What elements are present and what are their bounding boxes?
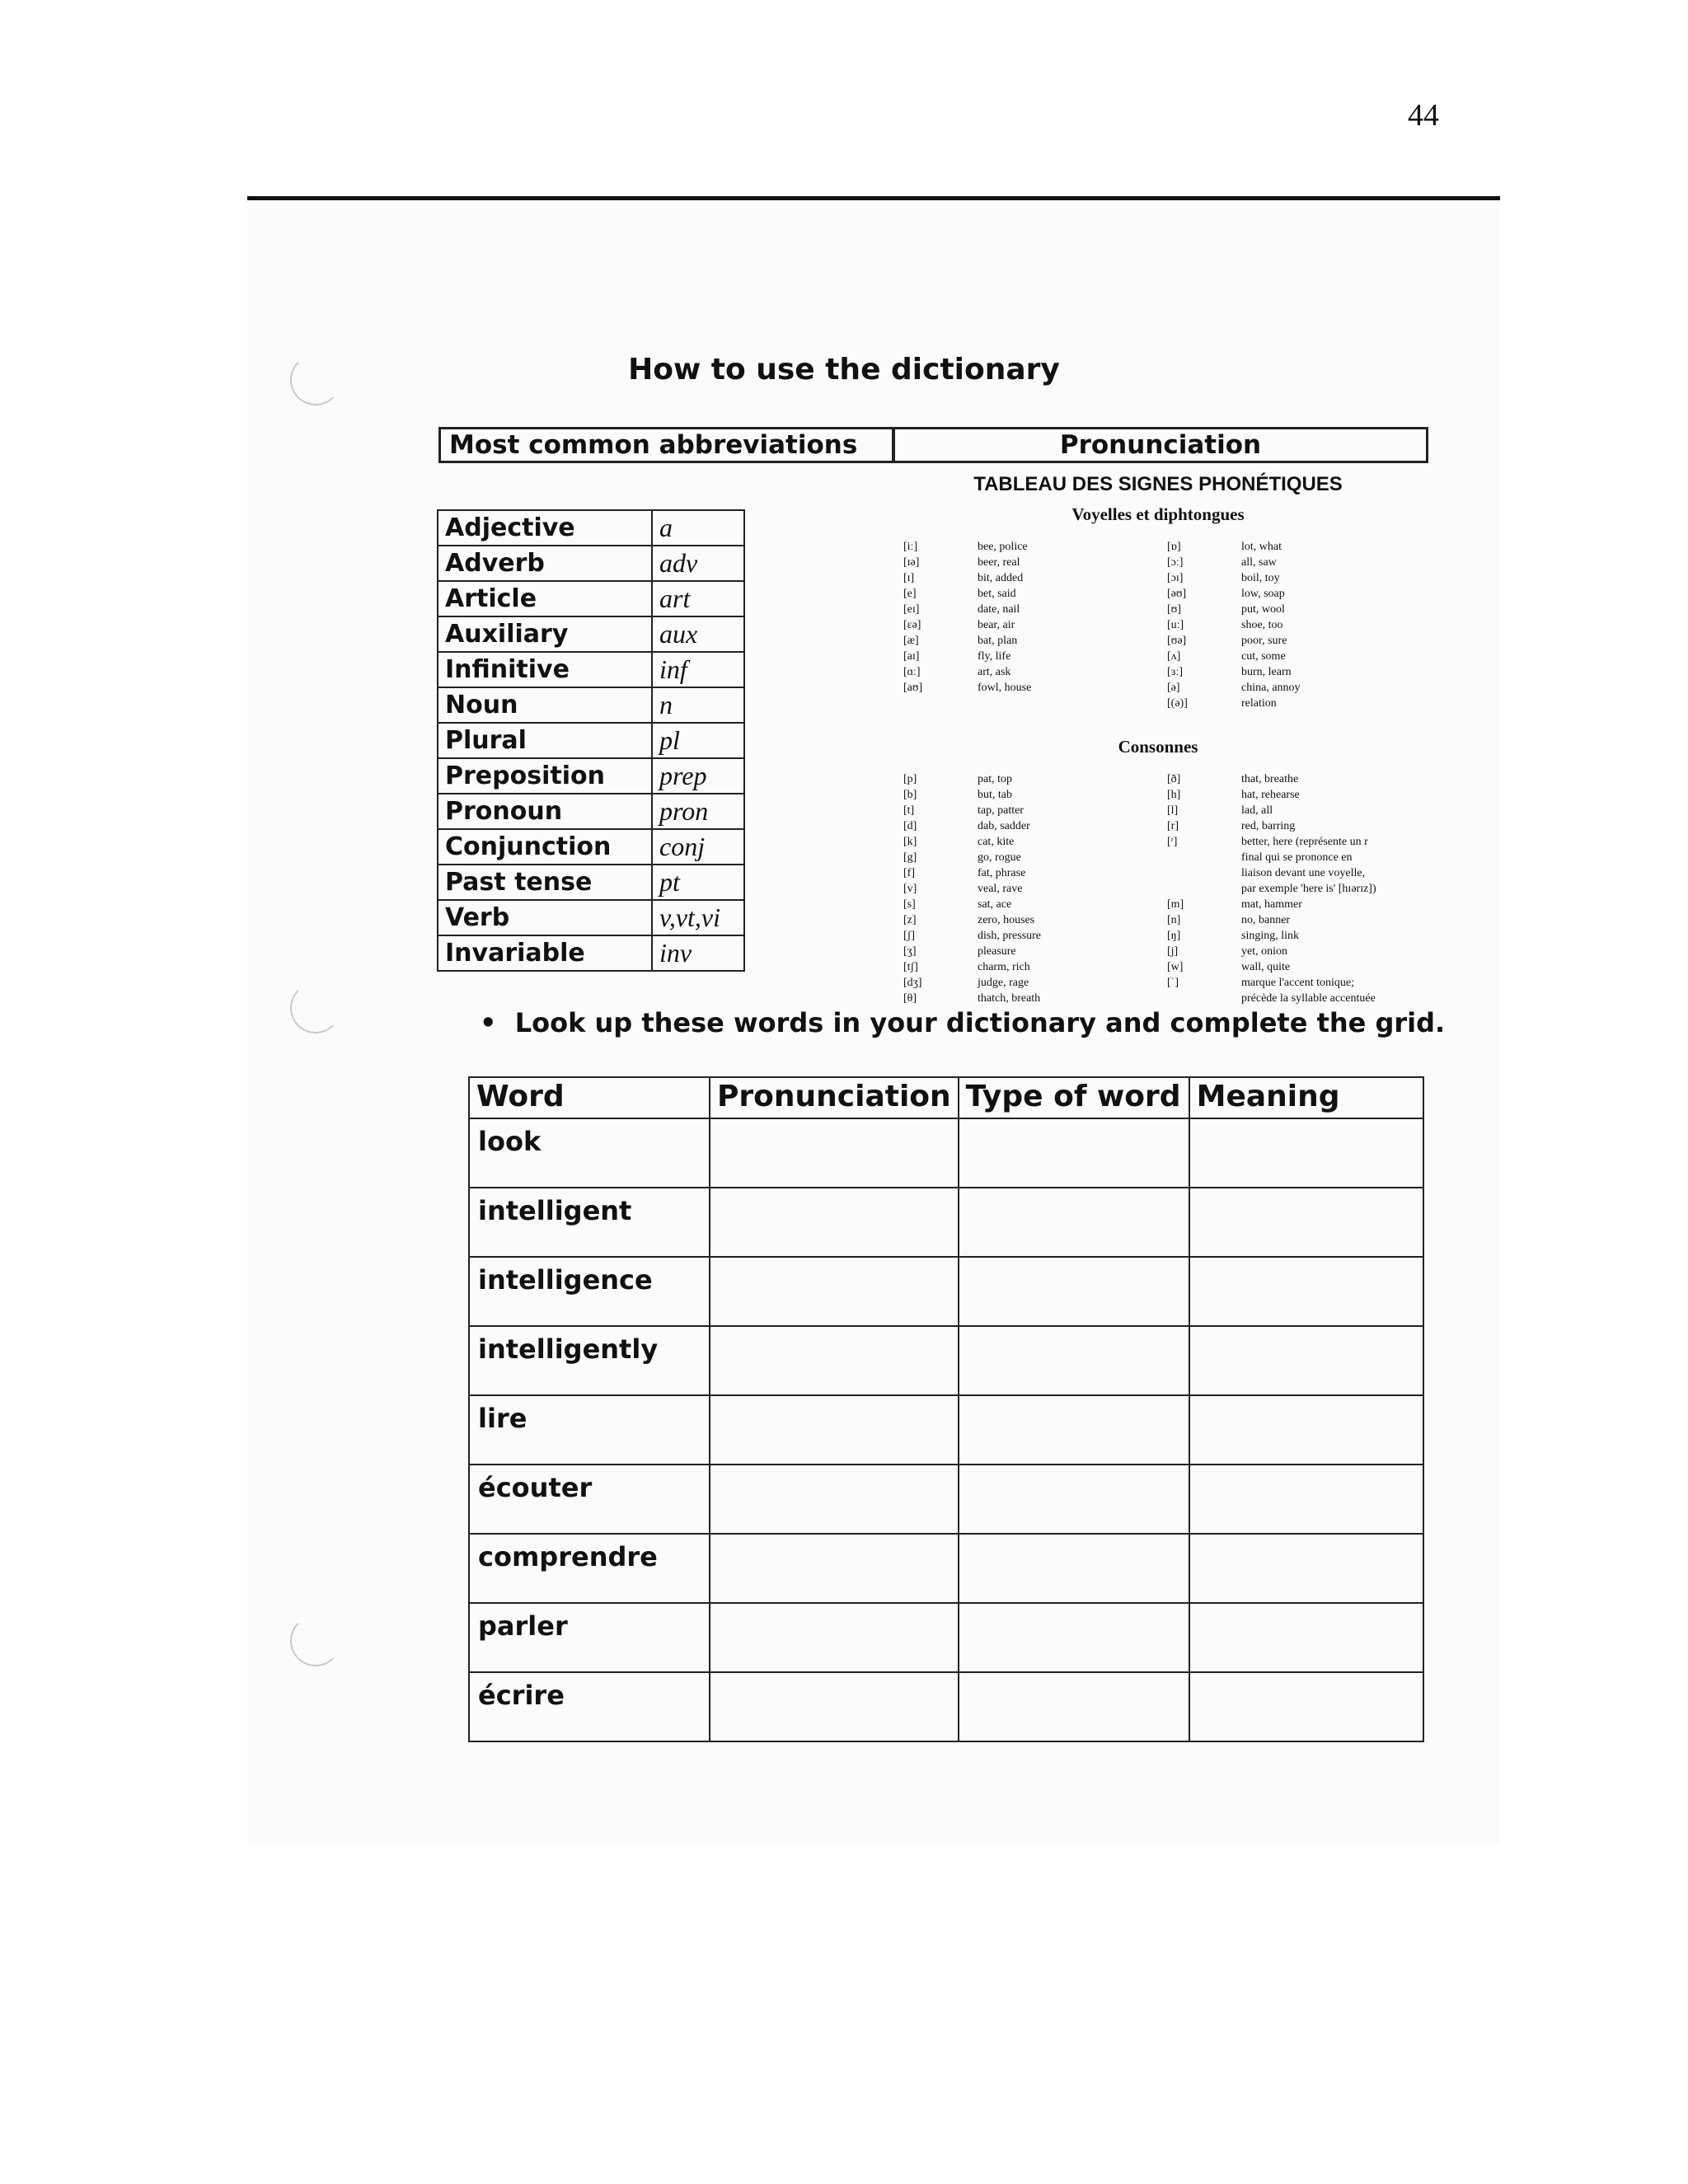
grid-row (469, 1118, 1423, 1188)
abbreviation-row (438, 546, 744, 581)
phonetic-entry (903, 649, 1031, 664)
phonetic-symbol: [l] (1167, 804, 1179, 817)
phonetic-symbol: [ˈ] (1167, 977, 1179, 989)
phonetic-symbol: [n] (1167, 914, 1181, 926)
phonetic-example: pat, top (978, 773, 1012, 785)
phonetic-symbol: [g] (903, 851, 917, 864)
phonetic-entry (903, 617, 1031, 633)
abbreviation-short: pron (652, 794, 744, 829)
abbreviations-header: Most common abbreviations (438, 427, 894, 463)
phonetic-example: pleasure (978, 945, 1016, 958)
phonetic-entry (1167, 865, 1376, 881)
phonetic-entry (1167, 818, 1376, 834)
phonetic-example: shoe, too (1241, 619, 1283, 631)
consonants-left-column (903, 771, 1041, 1006)
phonetic-entry (903, 570, 1031, 586)
phonetic-symbol: [s] (903, 898, 916, 911)
consonants-title: Consonnes (1118, 737, 1198, 757)
phonetic-symbol: [k] (903, 836, 917, 848)
grid-row (469, 1188, 1423, 1257)
type-of-word-cell[interactable] (959, 1257, 1189, 1326)
phonetic-symbol: [aʊ] (903, 682, 923, 694)
sheet-top-edge (247, 196, 1500, 200)
phonetic-example: final qui se prononce en (1241, 851, 1353, 864)
abbreviation-short: pl (652, 723, 744, 758)
phonetic-entry (903, 991, 1041, 1006)
grid-row (469, 1534, 1423, 1603)
type-of-word-cell[interactable] (959, 1118, 1189, 1188)
phonetic-example: mat, hammer (1241, 898, 1302, 911)
abbreviation-term: Invariable (438, 935, 652, 971)
phonetic-symbol: [ə] (1167, 682, 1180, 694)
pronunciation-cell[interactable] (710, 1118, 959, 1188)
phonetic-entry (903, 834, 1041, 850)
phonetic-example: bear, air (978, 619, 1015, 631)
phonetic-example: thatch, breath (978, 992, 1041, 1005)
grid-word: intelligently (469, 1326, 710, 1395)
abbreviation-row (438, 581, 744, 616)
grid-row (469, 1465, 1423, 1534)
phonetic-entry (1167, 928, 1376, 944)
phonetic-symbol: [(ə)] (1167, 697, 1188, 710)
abbreviation-row (438, 510, 744, 546)
phonetic-example: date, nail (978, 603, 1020, 616)
phonetic-example: bat, plan (978, 635, 1018, 647)
grid-row (469, 1672, 1423, 1741)
phonetic-entry (1167, 803, 1376, 818)
phonetic-entry (903, 664, 1031, 680)
abbreviation-term: Preposition (438, 758, 652, 794)
abbreviation-row (438, 935, 744, 971)
phonetic-symbol: [ɔɪ] (1167, 572, 1184, 584)
phonetic-example: poor, sure (1241, 635, 1287, 647)
phonetic-entry (1167, 539, 1301, 555)
phonetic-example: better, here (représente un r (1241, 836, 1368, 848)
phonetic-example: bee, police (978, 541, 1028, 553)
abbreviation-short: prep (652, 758, 744, 794)
abbreviation-term: Pronoun (438, 794, 652, 829)
phonetic-example: boil, toy (1241, 572, 1280, 584)
abbreviation-row (438, 652, 744, 687)
bullet-icon: • (480, 1007, 515, 1038)
phonetic-entry (1167, 959, 1376, 975)
phonetic-entry (903, 865, 1041, 881)
phonetic-example: cut, some (1241, 650, 1286, 663)
phonetic-example: zero, houses (978, 914, 1035, 926)
phonetic-example: hat, rehearse (1241, 789, 1300, 801)
pronunciation-cell[interactable] (710, 1672, 959, 1741)
phonetic-symbol: [d] (903, 820, 917, 832)
grid-row (469, 1257, 1423, 1326)
phonetic-example: dish, pressure (978, 930, 1041, 942)
abbreviation-short: n (652, 687, 744, 723)
phonetic-symbol: [uː] (1167, 619, 1184, 631)
phonetic-symbol: [ɪə] (903, 556, 920, 569)
phonetic-entry (1167, 664, 1301, 680)
phonetic-entry (1167, 850, 1376, 865)
pronunciation-cell[interactable] (710, 1188, 959, 1257)
phonetic-entry (1167, 586, 1301, 602)
phonetic-example: bit, added (978, 572, 1024, 584)
phonetic-entry (1167, 617, 1301, 633)
phonetic-example: burn, learn (1241, 666, 1292, 678)
abbreviation-short: inf (652, 652, 744, 687)
meaning-cell[interactable] (1189, 1395, 1423, 1465)
phonetic-entry (903, 975, 1041, 991)
phonetic-example: red, barring (1241, 820, 1296, 832)
phonetic-symbol: [v] (903, 883, 917, 895)
vocabulary-grid (468, 1076, 1424, 1742)
phonetic-symbol: [p] (903, 773, 917, 785)
phonetic-symbol: [ɛə] (903, 619, 921, 631)
phonetic-example: fowl, house (978, 682, 1032, 694)
abbreviation-row (438, 829, 744, 865)
phonetic-example: lot, what (1241, 541, 1282, 553)
phonetic-entry (903, 959, 1041, 975)
phonetic-symbol: [f] (903, 867, 915, 879)
phonetic-example: yet, onion (1241, 945, 1287, 958)
abbreviation-short: adv (652, 546, 744, 581)
abbreviation-short: inv (652, 935, 744, 971)
abbreviation-term: Noun (438, 687, 652, 723)
abbreviation-term: Adjective (438, 510, 652, 546)
pronunciation-cell[interactable] (710, 1465, 959, 1534)
phonetic-symbol: [ʒ] (903, 945, 917, 958)
phonetic-example: wall, quite (1241, 961, 1291, 973)
phonetic-symbol: [tʃ] (903, 961, 918, 973)
phonetic-example: go, rogue (978, 851, 1021, 864)
phonetic-symbol: [ŋ] (1167, 930, 1181, 942)
grid-row (469, 1326, 1423, 1395)
phonetic-example: relation (1241, 697, 1277, 710)
phonetic-example: par exemple 'here is' [hɪərɪz]) (1241, 883, 1376, 895)
column-header-word: Word (469, 1077, 710, 1118)
grid-word: look (469, 1118, 710, 1188)
phonetic-example: singing, link (1241, 930, 1300, 942)
meaning-cell[interactable] (1189, 1672, 1423, 1741)
abbreviation-row (438, 616, 744, 652)
meaning-cell[interactable] (1189, 1257, 1423, 1326)
grid-word: lire (469, 1395, 710, 1465)
phonetic-example: judge, rage (978, 977, 1029, 989)
phonetic-entry (903, 633, 1031, 649)
abbreviation-short: aux (652, 616, 744, 652)
phonetic-symbol: [ɔː] (1167, 556, 1184, 569)
abbreviation-term: Past tense (438, 865, 652, 900)
column-header-pronunciation: Pronunciation (710, 1077, 959, 1118)
phonetic-example: sat, ace (978, 898, 1012, 911)
grid-word: comprendre (469, 1534, 710, 1603)
phonetic-symbol: [m] (1167, 898, 1184, 911)
phonetic-entry (903, 912, 1041, 928)
abbreviation-row (438, 794, 744, 829)
phonetic-symbol: [θ] (903, 992, 917, 1005)
phonetic-entry (1167, 570, 1301, 586)
abbreviation-term: Verb (438, 900, 652, 935)
vowels-title: Voyelles et diphtongues (1071, 504, 1245, 524)
consonants-right-column (1167, 771, 1376, 1006)
phonetic-symbol: [e] (903, 588, 917, 600)
meaning-cell[interactable] (1189, 1465, 1423, 1534)
phonetic-example: all, saw (1241, 556, 1277, 569)
grid-word: écrire (469, 1672, 710, 1741)
phonetic-symbol: [j] (1167, 945, 1179, 958)
phonetic-symbol: [ð] (1167, 773, 1181, 785)
phonetic-entry (1167, 944, 1376, 959)
meaning-cell[interactable] (1189, 1603, 1423, 1672)
abbreviation-term: Conjunction (438, 829, 652, 865)
phonetic-entry (1167, 834, 1376, 850)
phonetic-symbol: [ʳ] (1167, 836, 1178, 848)
phonetic-entry (903, 787, 1041, 803)
vowels-right-column (1167, 539, 1301, 711)
phonetic-example: bet, said (978, 588, 1016, 600)
phonetic-symbol: [ʊ] (1167, 603, 1182, 616)
phonetic-example: précède la syllable accentuée (1241, 992, 1376, 1005)
grid-word: intelligence (469, 1257, 710, 1326)
abbreviation-row (438, 758, 744, 794)
phonetic-entry (1167, 771, 1376, 787)
phonetic-symbol: [ɑː] (903, 666, 921, 678)
phonetic-entry (1167, 912, 1376, 928)
abbreviation-term: Adverb (438, 546, 652, 581)
phonetic-entry (903, 850, 1041, 865)
binder-hole-mark (290, 1615, 341, 1666)
phonetic-example: china, annoy (1241, 682, 1301, 694)
pronunciation-cell[interactable] (710, 1395, 959, 1465)
abbreviation-term: Infinitive (438, 652, 652, 687)
abbreviation-term: Plural (438, 723, 652, 758)
phonetic-entry (903, 539, 1031, 555)
phonetic-example: veal, rave (978, 883, 1023, 895)
phonetic-symbol: [iː] (903, 541, 918, 553)
pronunciation-header: Pronunciation (893, 427, 1428, 463)
vowels-left-column (903, 539, 1031, 696)
phonetic-example: dab, sadder (978, 820, 1030, 832)
phonetic-example: low, soap (1241, 588, 1285, 600)
type-of-word-cell[interactable] (959, 1672, 1189, 1741)
grid-row (469, 1395, 1423, 1465)
phonetic-entry (903, 881, 1041, 897)
phonetic-symbol: [ʊə] (1167, 635, 1187, 647)
phonetic-entry (903, 586, 1031, 602)
phonetic-symbol: [ɜː] (1167, 666, 1184, 678)
phonetic-example: liaison devant une voyelle, (1241, 867, 1366, 879)
phonetic-entry (903, 897, 1041, 912)
pronunciation-cell[interactable] (710, 1534, 959, 1603)
abbreviation-term: Auxiliary (438, 616, 652, 652)
phonetic-symbol: [h] (1167, 789, 1181, 801)
grid-word: intelligent (469, 1188, 710, 1257)
page-title: How to use the dictionary (628, 353, 1060, 387)
phonetic-symbol: [ʃ] (903, 930, 915, 942)
instruction: • Look up these words in your dictionary and complete the grid. (480, 1007, 1446, 1038)
phonetic-example: but, tab (978, 789, 1012, 801)
type-of-word-cell[interactable] (959, 1326, 1189, 1395)
phonetic-symbol: [æ] (903, 635, 919, 647)
phonetic-entry (903, 928, 1041, 944)
phonetic-symbol: [ʌ] (1167, 650, 1181, 663)
meaning-cell[interactable] (1189, 1326, 1423, 1395)
phonetic-entry (1167, 555, 1301, 570)
phonetic-entry (1167, 633, 1301, 649)
type-of-word-cell[interactable] (959, 1188, 1189, 1257)
grid-row (469, 1603, 1423, 1672)
phonetic-symbol: [w] (1167, 961, 1184, 973)
phonetic-symbol: [b] (903, 789, 917, 801)
column-header-type: Type of word (959, 1077, 1189, 1118)
phonetic-symbol: [dʒ] (903, 977, 922, 989)
phonetic-entry (1167, 602, 1301, 617)
phonetic-entry (903, 818, 1041, 834)
phonetic-table-title: TABLEAU DES SIGNES PHONÉTIQUES (973, 473, 1343, 495)
abbreviation-row (438, 687, 744, 723)
binder-hole-mark (290, 982, 341, 1033)
type-of-word-cell[interactable] (959, 1603, 1189, 1672)
meaning-cell[interactable] (1189, 1188, 1423, 1257)
abbreviation-row (438, 900, 744, 935)
phonetic-example: no, banner (1241, 914, 1291, 926)
phonetic-symbol: [ɪ] (903, 572, 915, 584)
phonetic-symbol: [ɒ] (1167, 541, 1181, 553)
abbreviation-short: conj (652, 829, 744, 865)
phonetic-entry (903, 944, 1041, 959)
phonetic-example: marque l'accent tonique; (1241, 977, 1355, 989)
abbreviation-row (438, 865, 744, 900)
phonetic-entry (903, 555, 1031, 570)
phonetic-symbol: [t] (903, 804, 915, 817)
phonetic-entry (903, 602, 1031, 617)
abbreviation-row (438, 723, 744, 758)
phonetic-example: lad, all (1241, 804, 1273, 817)
phonetic-example: cat, kite (978, 836, 1015, 848)
phonetic-entry (1167, 649, 1301, 664)
meaning-cell[interactable] (1189, 1118, 1423, 1188)
phonetic-entry (1167, 881, 1376, 897)
phonetic-example: that, breathe (1241, 773, 1299, 785)
phonetic-entry (1167, 680, 1301, 696)
grid-word: écouter (469, 1465, 710, 1534)
grid-word: parler (469, 1603, 710, 1672)
phonetic-entry (903, 771, 1041, 787)
pronunciation-cell[interactable] (710, 1257, 959, 1326)
phonetic-entry (1167, 696, 1301, 711)
phonetic-entry (1167, 787, 1376, 803)
phonetic-entry (903, 803, 1041, 818)
type-of-word-cell[interactable] (959, 1465, 1189, 1534)
phonetic-symbol: [z] (903, 914, 917, 926)
type-of-word-cell[interactable] (959, 1534, 1189, 1603)
phonetic-symbol: [aɪ] (903, 650, 920, 663)
meaning-cell[interactable] (1189, 1534, 1423, 1603)
abbreviation-term: Article (438, 581, 652, 616)
phonetic-example: fly, life (978, 650, 1011, 663)
column-header-meaning: Meaning (1189, 1077, 1423, 1118)
abbreviation-short: v,vt,vi (652, 900, 744, 935)
phonetic-example: tap, patter (978, 804, 1024, 817)
phonetic-entry (1167, 991, 1376, 1006)
phonetic-example: art, ask (978, 666, 1011, 678)
phonetic-symbol: [r] (1167, 820, 1179, 832)
type-of-word-cell[interactable] (959, 1395, 1189, 1465)
abbreviation-short: pt (652, 865, 744, 900)
phonetic-example: beer, real (978, 556, 1020, 569)
page-number: 44 (1408, 98, 1439, 133)
abbreviation-short: art (652, 581, 744, 616)
phonetic-entry (1167, 975, 1376, 991)
phonetic-symbol: [əʊ] (1167, 588, 1187, 600)
pronunciation-cell[interactable] (710, 1326, 959, 1395)
phonetic-symbol: [eɪ] (903, 603, 920, 616)
phonetic-example: charm, rich (978, 961, 1030, 973)
phonetic-entry (903, 680, 1031, 696)
abbreviation-short: a (652, 510, 744, 546)
phonetic-example: put, wool (1241, 603, 1285, 616)
pronunciation-cell[interactable] (710, 1603, 959, 1672)
phonetic-example: fat, phrase (978, 867, 1026, 879)
abbreviations-table (437, 509, 745, 972)
phonetic-entry (1167, 897, 1376, 912)
